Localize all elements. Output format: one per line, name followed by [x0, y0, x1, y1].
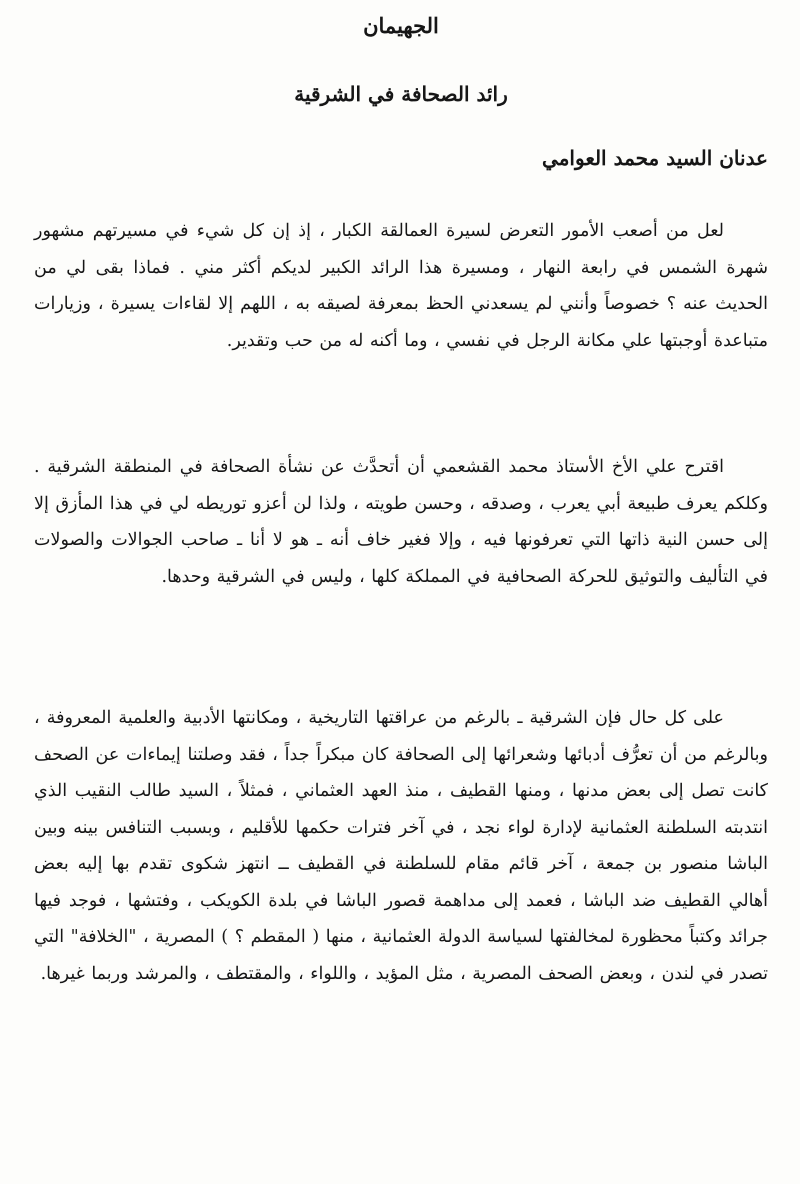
- author-name: عدنان السيد محمد العوامي: [542, 146, 768, 170]
- page-title: الجهيمان: [363, 13, 439, 38]
- paragraph-3: على كل حال فإن الشرقية ـ بالرغم من عراقتها التاريخية ، ومكانتها الأدبية والعلمية المعروفة ، وبالرغم من أن تعرُّف أدبائها وشعرائها إلى الصحافة كان مبكراً جداً ، فقد وصلتنا إيماءات عن الصحف كانت تصل إلى بعض مدنها ، ومنها القطيف ، منذ العهد العثماني ، فمثلاً ، السيد طالب النقيب الذي انتدبته السلطنة العثمانية لإدارة لواء نجد ، في آخر فترات حكمها للأقليم ، وبسبب التنافس بينه وبين الباشا منصور بن جمعة ، آخر قائم مقام للسلطنة في القطيف ــ انتهز شكوى تقدم بها إليه بعض أهالي القطيف ضد الباشا ، فعمد إلى مداهمة قصور الباشا في بلدة الكويكب ، وفتشها ، فوجد فيها جرائد وكتباً محظورة لمخالفتها لسياسة الدولة العثمانية ، منها ( المقطم ؟ ) المصرية ، "الخلافة" التي تصدر في لندن ، وبعض الصحف المصرية ، مثل المؤيد ، واللواء ، والمقتطف ، والمرشد وربما غيرها.: [34, 708, 768, 984]
- page-subtitle: رائد الصحافة في الشرقية: [294, 82, 508, 106]
- paragraph-1: لعل من أصعب الأمور التعرض لسيرة العمالقة الكبار ، إذ إن كل شيء في مسيرتهم مشهور شهرة الشمس في رابعة النهار ، ومسيرة هذا الرائد الكبير لديكم أكثر مني . فماذا بقى لي من الحديث عنه ؟ خصوصاً وأنني لم يسعدني الحظ بمعرفة لصيقه به ، اللهم إلا لقاءات يسيرة ، وزيارات متباعدة أوجبتها علي مكانة الرجل في نفسي ، وما أكنه له من حب وتقدير.: [34, 221, 768, 351]
- paragraph-2: اقترح علي الأخ الأستاذ محمد القشعمي أن أتحدَّث عن نشأة الصحافة في المنطقة الشرقية . وكلكم يعرف طبيعة أبي يعرب ، وصدقه ، وحسن طويته ، ولذا لن أعزو توريطه لي في هذا المأزق إلا إلى حسن النية ذاتها التي تعرفونها فيه ، وإلا فغير خاف أنه ـ هو لا أنا ـ صاحب الجوالات والصولات في التأليف والتوثيق للحركة الصحافية في المملكة كلها ، وليس في الشرقية وحدها.: [34, 457, 768, 587]
